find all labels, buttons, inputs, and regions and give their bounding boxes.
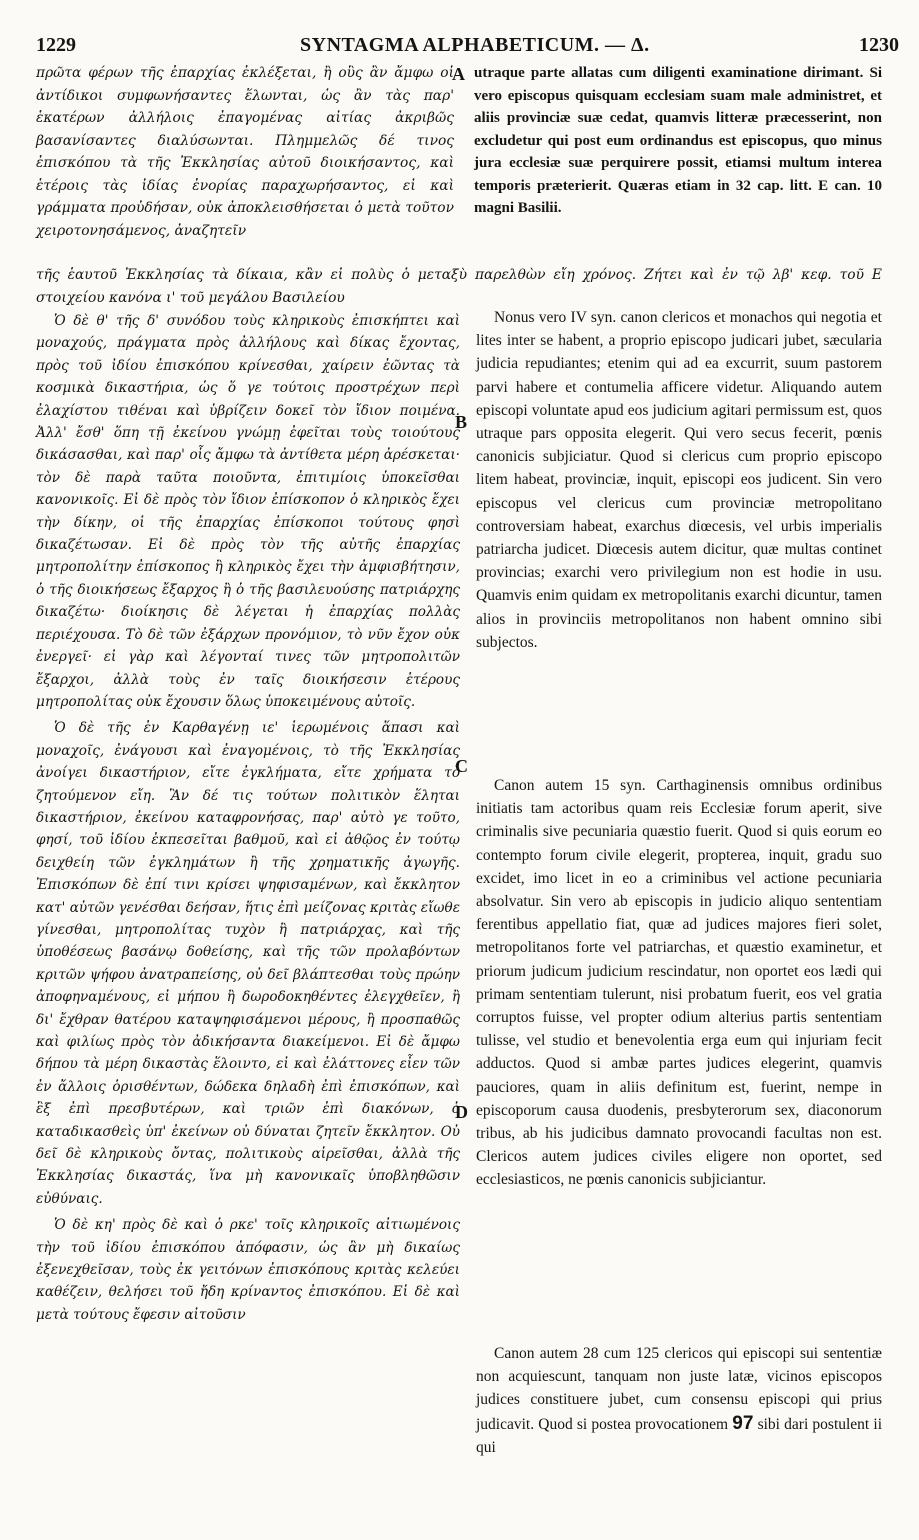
latin-paragraph: Canon autem 15 syn. Carthaginensis omnibus ordinibus initiatis tam actoribus quam reis Ecclesiæ forum aperit, sive criminalis sive pecuniaria quæstio fuerit. Quod si quis eorum eo contempto forum civile elegerit, propterea, inquit, gradu suo excidet, imo licet in eo a criminibus vel actione pecuniaria absolvatur. Sin vero ab episcopis in judicio aliquo sententiam ferentibus appellatio fiat, quæ ad judices majores fieri solet, metropolitanos forte vel patriarchas, et quæstio examinetur, et priorum judicum judicium rescindatur, non oportet eos lædi qui primam sententiam tulerunt, nisi probatum fuerit, eos vel gratia corruptos fuisse, vel propter odium alterius partis sententiam tulisse, vel studio et benevolentia erga eum qui injuriam fecit adductos. Quod si ambæ partes judices elegerint, quamvis pauciores, quam in aliis definitum est, fuerint, nempe in episcoporum causa duodenis, presbyterorum sex, diaconorum tribus, ab his judicibus damnato provocandi facultas non est. Clericos autem judices civiles eligere non oportet, sed ecclesiasticos, ne pœnis canonicis subjiciantur. <box>476 777 882 1189</box>
latin-column-canon28 <box>476 1342 882 1459</box>
latin-column-top <box>474 62 882 220</box>
latin-paragraph <box>476 1342 882 1459</box>
greek-text-wide: τῆς ἑαυτοῦ Ἐκκλησίας τὰ δίκαια, κἂν εἰ πολὺς ὁ μεταξὺ παρελθὼν εἴη χρόνος. Ζήτει καὶ ἐν τῷ λβ' κεφ. τοῦ Ε στοιχείου κανόνα ι' τοῦ μεγάλου Βασιλείου <box>36 267 882 306</box>
page-signature-number: 97 <box>732 1412 754 1434</box>
running-title: SYNTAGMA ALPHABETICUM. — Δ. <box>300 34 650 56</box>
latin-text-top: utraque parte allatas cum diligenti examinatione dirimant. Si vero episcopus quisquam ecclesiam suam male administret, et aliis provinciæ suæ cedat, quamvis litteræ præcesserint, non excludetur qui post eum ordinandus est episcopus, quo minus jura ecclesiæ suæ perquirere possit, etiamsi multum interea temporis præterierit. Quæras etiam in 32 cap. litt. E can. 10 magni Basilii. <box>474 65 882 216</box>
running-header <box>36 34 899 60</box>
latin-paragraph: Nonus vero IV syn. canon clericos et monachos qui negotia et lites inter se habent, a proprio episcopo judicari jubet, sæcularia judicia repudiantes; etenim qui ad ea excurrit, suum pastorem parvi habere et contumelia afficere videtur. Aliquando autem episcopi voluntate apud eos judicium agitari permissum est, quos utraque pars opposita elegerit. Qui vero secus fecerit, pœnis canonicis subjiciatur. Quod si clericus cum proprio episcopo litem habeat, provinciæ, inquit, episcopi eos judicent. Sin vero episcopus vel clericus cum provinciæ metropolitano controversiam habeat, exarchus diœcesis, vel urbis imperialis patriarcha judicet. Diœcesis autem dicitur, quæ multas continet provincias; exarchi vero privilegium non est hodie in usu. Quamvis enim quidam ex metropolitanis exarchi dicuntur, tamen alios in provinciis metropolitanos non habent omnino sibi subjectos. <box>476 309 882 651</box>
greek-column-main <box>36 310 460 1330</box>
left-page-number: 1229 <box>36 34 76 56</box>
right-page-number: 1230 <box>859 34 899 56</box>
latin-column-canon15 <box>476 774 882 1192</box>
section-marker-d: D <box>455 1102 468 1122</box>
greek-column-top <box>36 62 454 242</box>
latin-canon28-text: Canon autem 28 cum 125 clericos qui episcopi sui sententiæ non acquiescunt, tanquam non juste latæ, vicinos episcopos judices constituere jubet, cum consensu episcopi qui prius judicavit. Quod si postea provocationem <box>476 1345 882 1433</box>
latin-canon28-end: sibi dari postulent ii qui <box>476 1415 883 1456</box>
greek-paragraph: Ὁ δὲ τῆς ἐν Καρθαγένῃ ιε' ἱερωμένοις ἅπασι καὶ μοναχοῖς, ἐνάγουσι καὶ ἐναγομένοις, τὸ τῆς Ἐκκλησίας ἀνοίγει δικαστήριον, εἴτε ἐγκλήματα, εἴτε χρήματα τὸ ζητούμενον εἴη. Ἂν δέ τις τούτων πολιτικὸν ἕληται δικαστήριον, ἐκείνου καταφρονήσας, παρ' αὐτὸ γε τοῦτο, φησί, τοῦ ἰδίου ἐκπεσεῖται βαθμοῦ, καὶ εἰ ἀθῷος ἐν τούτῳ δειχθείη τῶν ἐγκλημάτων ἢ τῆς χρηματικῆς ἀγωγῆς. Ἐπισκόπων δὲ ἐπί τινι κρίσει ψηφισαμένων, καὶ ἔκκλητον κατ' αὐτῶν γενέσθαι δεήσαν, ἥτις ἐπὶ μείζονας κριτὰς εἴωθε γίνεσθαι, μητροπολίτας τυχὸν ἢ πατριάρχας, καὶ τῆς ὑποθέσεως βασάνῳ δοθείσης, καὶ τῆς τῶν προλαβόντων κριτῶν ψήφου ἀνατραπείσης, οὐ δεῖ βλάπτεσθαι τοὺς πρώην ἀποφηναμένους, εἰ μήπου ἢ δωροδοκηθέντες ἐλεγχθεῖεν, ἢ δι' ἔχθραν θατέρου καταψηφισάμενοι μέρους, ἢ προσπαθῶς καὶ φιλίως πρὸς τὸν ἀδικήσαντα διακείμενοι. Εἰ δὲ ἄμφω δήπου τὰ μέρη δικαστὰς ἕλοιντο, εἰ καὶ ἐλάττονες εἶεν τῶν ἐν ἄλλοις ὁρισθέντων, δώδεκα δηλαδὴ ἐπὶ ἐπισκόπων, καὶ ἓξ ἐπὶ πρεσβυτέρων, καὶ τριῶν ἐπὶ διακόνων, ὁ καταδικασθεὶς ὑπ' ἐκείνων οὐ δύναται ζητεῖν ἔκκλητον. Οὐ δεῖ δὲ κληρικοὺς ὄντας, πολιτικοὺς αἱρεῖσθαι, ἀλλὰ τῆς Ἐκκλησίας δικαστάς, ἵνα μὴ κανονικαῖς ὑποβληθῶσιν εὐθύναις. <box>36 720 460 1207</box>
greek-paragraph: Ὁ δὲ θ' τῆς δ' συνόδου τοὺς κληρικοὺς ἐπισκήπτει καὶ μοναχούς, πράγματα πρὸς ἀλλήλους καὶ δίκας ἔχοντας, πρὸς τοῦ ἰδίου ἐπισκόπου κρίνεσθαι, χαίρειν ἐῶντας τὰ κοσμικὰ δικαστήρια, ὡς ὅ γε τούτοις προστρέχων περὶ ἐλαχίστου τιθέναι καὶ ὑβρίζειν δοκεῖ τὸν ἴδιον ποιμένα. Ἀλλ' ἔσθ' ὅπη τῇ ἐκείνου γνώμῃ ἐφεῖται τοὺς τοιούτους δικάσασθαι, καὶ παρ' οἷς ἄμφω τὰ ἀντίθετα μέρη ἀρέσκεται· τὸν δὲ παρὰ ταῦτα ποιοῦντα, ἐπιτιμίοις ὑποκεῖσθαι κανονικοῖς. Εἰ δὲ πρὸς τὸν ἴδιον ἐπίσκοπον ὁ κληρικὸς ἔχει τὴν δίκην, οἱ τῆς ἐπαρχίας ἐπίσκοποι τούτους φησὶ δικαζέτωσαν. Εἰ δὲ πρὸς τὸν τῆς αὐτῆς ἐπαρχίας μητροπολίτην ἐπίσκοπος ἢ κληρικὸς ἔχει τὴν ἀμφισβήτησιν, ὁ τῆς διοικήσεως ἔξαρχος ἢ ὁ τῆς βασιλευούσης πατριάρχης δικαζέτω· διοίκησις δὲ λέγεται ἡ ἐπαρχίας πολλὰς περιέχουσα. Τὸ δὲ τῶν ἐξάρχων προνόμιον, τὸ νῦν ἔχον οὐκ ἐνεργεῖ· εἰ γὰρ καὶ λέγονταί τινες τῶν μητροπολιτῶν ἔξαρχοι, ἀλλὰ τοὺς ἐν ταῖς διοικήσεσιν ἑτέρους μητροπολίτας οὐκ ἔχουσιν ὅλως ὑποκειμένους αὐτοῖς. <box>36 313 460 710</box>
greek-text-top: πρῶτα φέρων τῆς ἐπαρχίας ἐκλέξεται, ἢ οὓς ἂν ἄμφω οἱ ἀντίδικοι συμφωνήσαντες ἕλωνται, ὡς ἂν τὰς παρ' ἑκατέρων ἀλλήλοις ἐπαγομένας αἰτίας ἀκριβῶς βασανίσαντες διαλύσωνται. Πλημμελῶς δέ τινος ἐπισκόπου τὰ τῆς Ἐκκλησίας αὐτοῦ διοικήσαντος, καὶ ἑτέροις τὰς ἰδίας ἐνορίας παραχωρήσαντος, εἰ καὶ γράμματα προὐδήσαν, οὐκ ἀποκλεισθήσεται ὁ μετὰ τοῦτον χειροτονησάμενος, ἀναζητεῖν <box>36 65 454 239</box>
greek-paragraph: Ὁ δὲ κη' πρὸς δὲ καὶ ὁ ρκε' τοῖς κληρικοῖς αἰτιωμένοις τὴν τοῦ ἰδίου ἐπισκόπου ἀπόφασιν, ὡς ἂν μὴ δικαίως ἐξενεχθεῖσαν, τοὺς ἐκ γειτόνων ἐπισκόπους κριτὰς κελεύει καθέζειν, θελήσει τοῦ ἤδη κρίναντος ἐπισκόπου. Εἰ δὲ καὶ μετὰ τούτους ἔφεσιν αἰτοῦσιν <box>36 1217 460 1323</box>
section-marker-b: B <box>455 412 468 432</box>
section-marker-a: A <box>452 64 465 84</box>
latin-column-nonus <box>476 306 882 654</box>
section-marker-c: C <box>455 756 468 776</box>
greek-full-width-line <box>36 264 882 309</box>
